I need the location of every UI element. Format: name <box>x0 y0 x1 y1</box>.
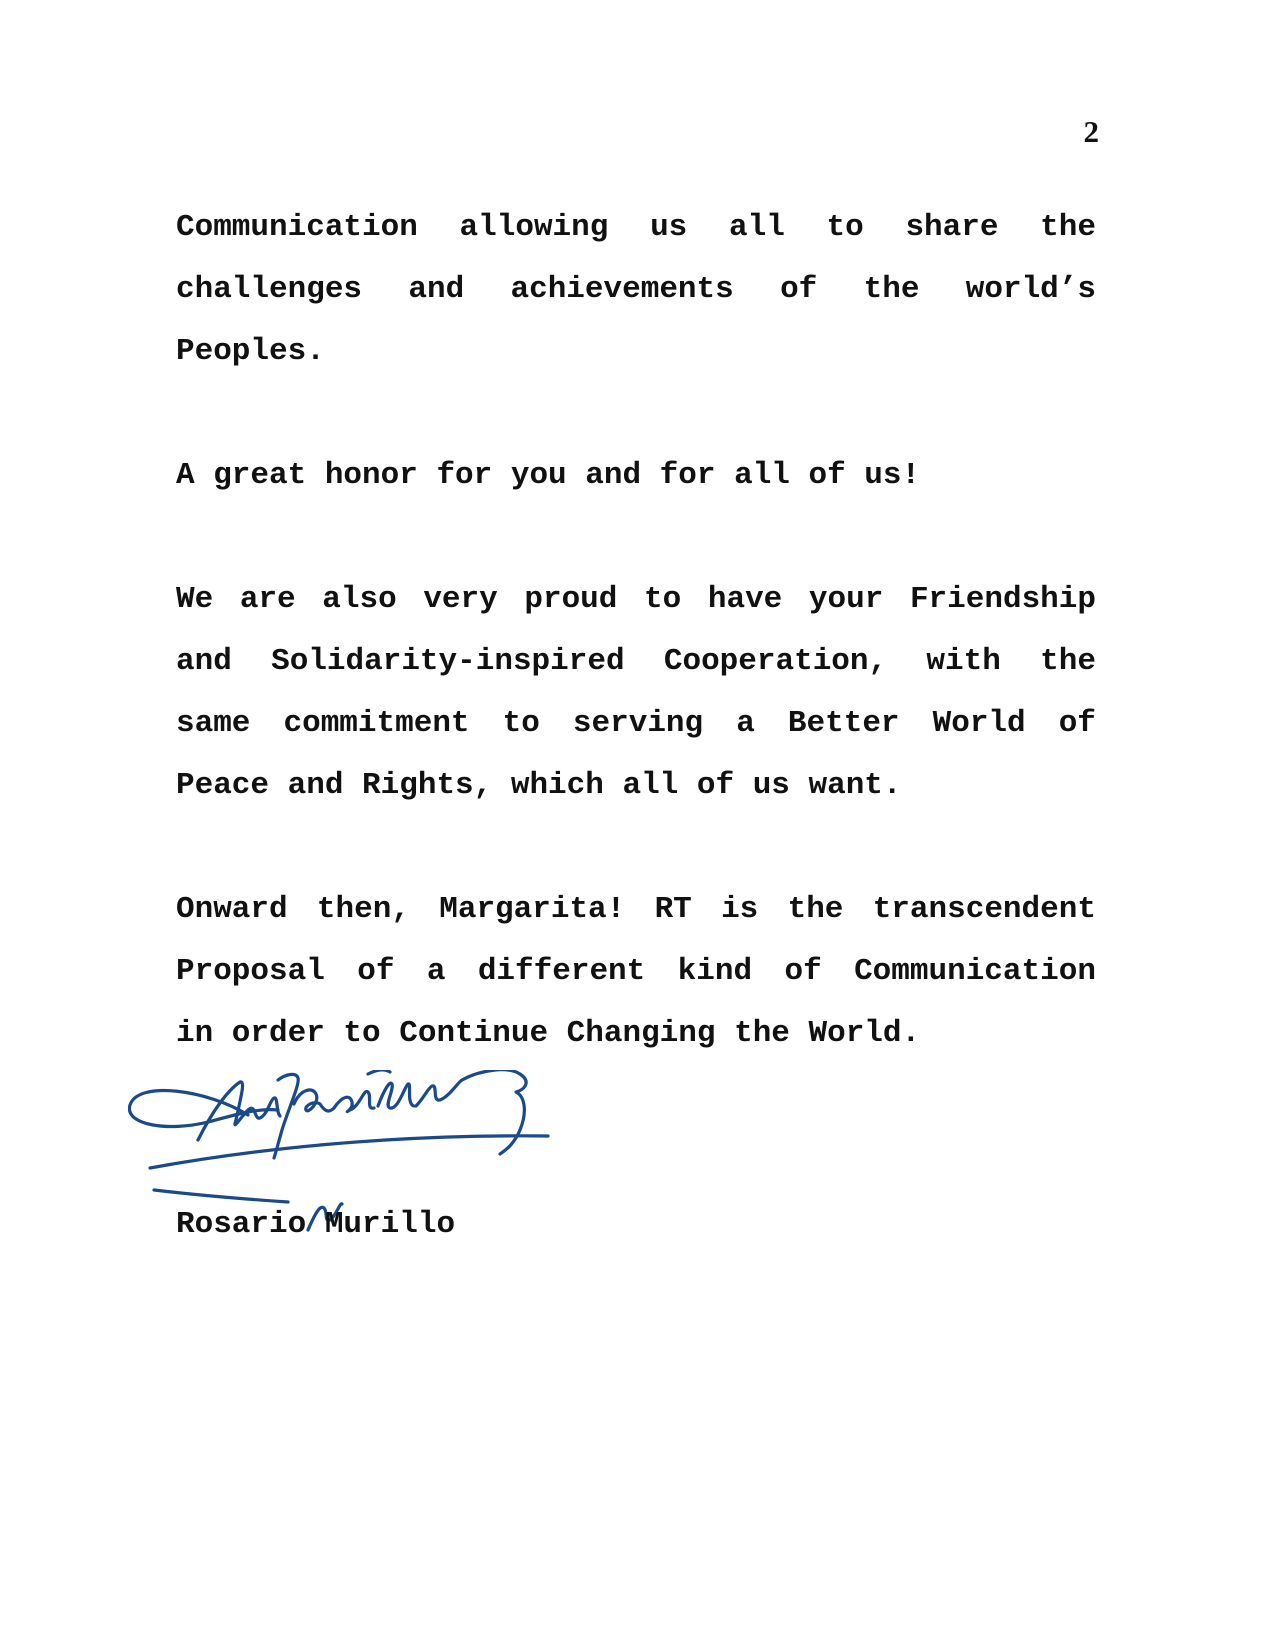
word: of <box>784 954 822 989</box>
word: the <box>1040 644 1096 679</box>
word: have <box>707 582 783 617</box>
word: world’s <box>965 272 1096 307</box>
word: Friendship <box>909 582 1096 617</box>
text-line: Peace and Rights, which all of us want. <box>176 768 902 803</box>
justified-line <box>176 941 1096 1003</box>
text-line: A great honor for you and for all of us! <box>176 458 921 493</box>
word: of <box>357 954 395 989</box>
paragraph <box>176 197 1096 383</box>
word: to <box>644 582 682 617</box>
paragraph <box>176 569 1096 817</box>
word: to <box>826 210 864 245</box>
page-number: 2 <box>1083 114 1099 149</box>
word: a <box>426 954 446 989</box>
word: a <box>736 706 755 741</box>
word: Proposal <box>176 954 325 989</box>
word: commitment <box>283 706 470 741</box>
text-line: in order to Continue Changing the World. <box>176 1016 921 1051</box>
word: is <box>721 892 759 927</box>
word: We <box>176 582 214 617</box>
letter-body <box>176 197 1096 1127</box>
word: with <box>926 644 1001 679</box>
justified-line <box>176 693 1096 755</box>
paragraph <box>176 879 1096 1065</box>
justified-line <box>176 569 1096 631</box>
word: us <box>650 210 688 245</box>
word: different <box>477 954 646 989</box>
word: proud <box>524 582 618 617</box>
word: challenges <box>176 272 363 307</box>
word: your <box>808 582 884 617</box>
justified-line <box>176 259 1096 321</box>
word: also <box>322 582 397 617</box>
text-line: Peoples. <box>176 334 325 369</box>
word: Better <box>787 706 900 741</box>
word: and <box>176 644 232 679</box>
word: of <box>780 272 818 307</box>
word: Margarita! <box>439 892 626 927</box>
word: World <box>932 706 1026 741</box>
word: allowing <box>459 210 609 245</box>
justified-line <box>176 631 1096 693</box>
justified-line <box>176 879 1096 941</box>
word: Solidarity-inspired <box>271 644 625 679</box>
word: all <box>729 210 785 245</box>
word: of <box>1058 706 1096 741</box>
justified-line <box>176 197 1096 259</box>
word: the <box>787 892 844 927</box>
word: to <box>502 706 540 741</box>
word: the <box>863 272 920 307</box>
paragraph <box>176 445 1096 507</box>
signer-name: Rosario Murillo <box>176 1207 456 1242</box>
word: RT <box>654 892 692 927</box>
word: serving <box>572 706 704 741</box>
word: are <box>239 582 296 617</box>
word: Onward <box>176 892 288 927</box>
word: Communication <box>854 954 1096 989</box>
word: achievements <box>510 272 734 307</box>
word: transcendent <box>872 892 1096 927</box>
word: Cooperation, <box>663 644 888 679</box>
word: then, <box>316 892 410 927</box>
word: Communication <box>176 210 418 245</box>
word: same <box>176 706 251 741</box>
word: the <box>1040 210 1096 245</box>
word: and <box>408 272 465 307</box>
word: very <box>423 582 498 617</box>
word: kind <box>677 954 753 989</box>
word: share <box>905 210 999 245</box>
